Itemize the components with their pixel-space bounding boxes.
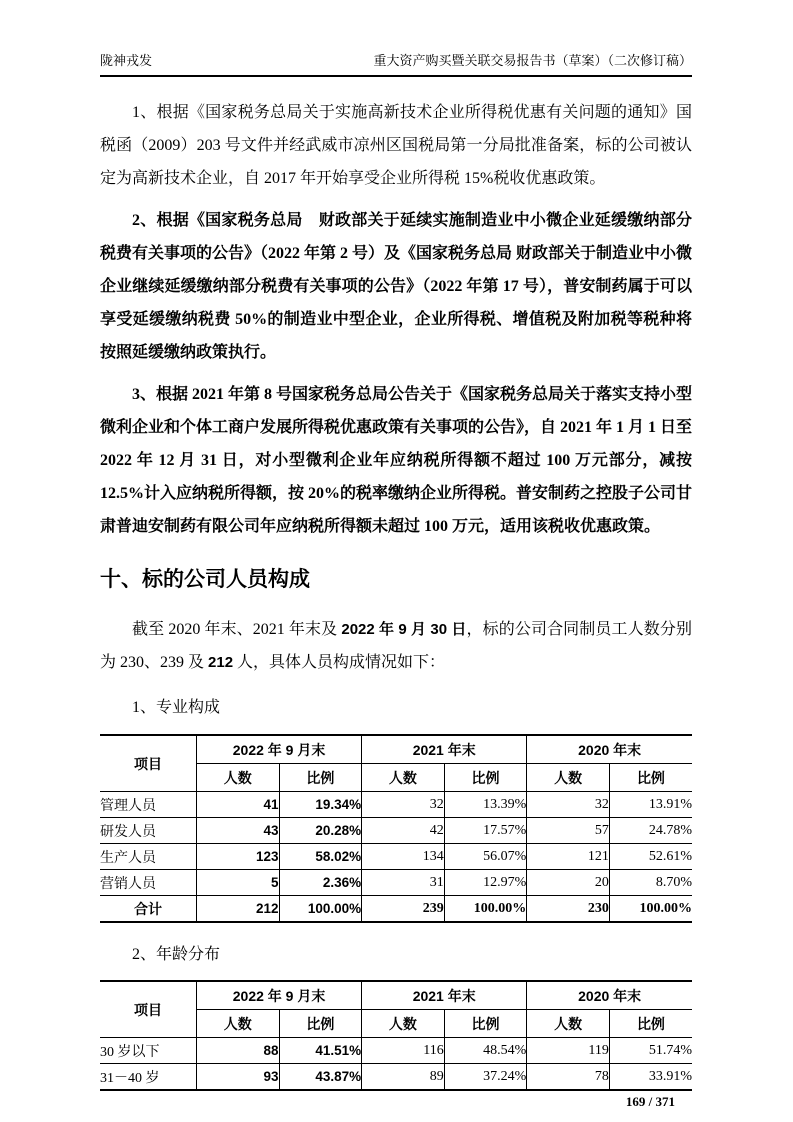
cell-value: 19.34% — [279, 792, 362, 818]
section-heading-personnel: 十、标的公司人员构成 — [100, 568, 310, 591]
page-number: 169 / 371 — [625, 1094, 675, 1109]
row-label: 管理人员 — [100, 792, 196, 818]
table-row-total — [100, 896, 692, 923]
cell-value: 57 — [527, 818, 610, 844]
cell-value: 8.70% — [609, 870, 692, 896]
column-header-ratio: 比例 — [609, 764, 692, 792]
column-group-2020: 2020 年末 — [527, 981, 692, 1010]
cell-value: 100.00% — [444, 896, 527, 923]
cell-value: 2.36% — [279, 870, 362, 896]
cell-value: 58.02% — [279, 844, 362, 870]
column-header-ratio: 比例 — [444, 764, 527, 792]
cell-value: 32 — [362, 792, 445, 818]
column-header-count: 人数 — [196, 1010, 279, 1038]
column-header-count: 人数 — [527, 1010, 610, 1038]
row-label: 研发人员 — [100, 818, 196, 844]
cell-value: 230 — [527, 896, 610, 923]
cell-value: 88 — [196, 1038, 279, 1064]
cell-value: 31 — [362, 870, 445, 896]
paragraph-employee-summary — [100, 613, 692, 679]
cell-value: 116 — [362, 1038, 445, 1064]
cell-value: 13.91% — [609, 792, 692, 818]
row-label: 30 岁以下 — [100, 1038, 196, 1064]
header-right-title: 重大资产购买暨关联交易报告书（草案）（二次修订稿） — [373, 53, 692, 68]
cell-value: 20.28% — [279, 818, 362, 844]
cell-value: 123 — [196, 844, 279, 870]
table-group-header-row — [100, 981, 692, 1010]
column-header-ratio: 比例 — [279, 1010, 362, 1038]
cell-value: 32 — [527, 792, 610, 818]
table-age-distribution — [100, 980, 692, 1091]
subsection-title-age: 2、年龄分布 — [132, 946, 221, 963]
cell-value: 134 — [362, 844, 445, 870]
cell-value: 100.00% — [279, 896, 362, 923]
cell-value: 12.97% — [444, 870, 527, 896]
cell-value: 78 — [527, 1064, 610, 1091]
summary-bold-date: 2022 年 9 月 30 日 — [341, 621, 467, 638]
cell-value: 48.54% — [444, 1038, 527, 1064]
cell-value: 100.00% — [609, 896, 692, 923]
paragraph-tax-policy-3: 3、根据 2021 年第 8 号国家税务总局公告关于《国家税务总局关于落实支持小型微利企业和个体工商户发展所得税优惠政策有关事项的公告》，自 2021 年 1 月 1 日至 2022 年 12 月 31 日，对小型微利企业年应纳税所得额不超过 100 万元部分，减按 12.5%计入应纳税所得额，按 20%的税率缴纳企业所得税。普安制药之控股子公司甘肃普迪安制药有限公司年应纳税所得额未超过 100 万元，适用该税收优惠政策。 — [100, 386, 693, 535]
paragraph-tax-policy-1: 1、根据《国家税务总局关于实施高新技术企业所得税优惠有关问题的通知》国税函（2009）203 号文件并经武威市凉州区国税局第一分局批准备案，标的公司被认定为高新技术企业，自 2017 年开始享受企业所得税 15%税收优惠政策。 — [100, 104, 692, 187]
row-label: 营销人员 — [100, 870, 196, 896]
cell-value: 41.51% — [279, 1038, 362, 1064]
cell-value: 42 — [362, 818, 445, 844]
cell-value: 43.87% — [279, 1064, 362, 1091]
cell-value: 89 — [362, 1064, 445, 1091]
cell-value: 24.78% — [609, 818, 692, 844]
column-header-count: 人数 — [527, 764, 610, 792]
column-header-ratio: 比例 — [279, 764, 362, 792]
cell-value: 17.57% — [444, 818, 527, 844]
page-header — [100, 0, 692, 77]
column-header-count: 人数 — [362, 1010, 445, 1038]
column-header-count: 人数 — [362, 764, 445, 792]
column-header-ratio: 比例 — [444, 1010, 527, 1038]
cell-value: 20 — [527, 870, 610, 896]
header-left-title: 陇神戎发 — [100, 53, 153, 68]
column-header-ratio: 比例 — [609, 1010, 692, 1038]
cell-value: 121 — [527, 844, 610, 870]
cell-value: 13.39% — [444, 792, 527, 818]
cell-value: 56.07% — [444, 844, 527, 870]
summary-text-3: 人，具体人员构成情况如下： — [233, 654, 446, 671]
table-row-management — [100, 792, 692, 818]
column-header-count: 人数 — [196, 764, 279, 792]
cell-value: 52.61% — [609, 844, 692, 870]
row-label: 生产人员 — [100, 844, 196, 870]
cell-value: 119 — [527, 1038, 610, 1064]
cell-value: 33.91% — [609, 1064, 692, 1091]
table-row-marketing — [100, 870, 692, 896]
column-header-item: 项目 — [100, 981, 196, 1038]
row-label: 31－40 岁 — [100, 1064, 196, 1091]
column-group-2022: 2022 年 9 月末 — [196, 981, 361, 1010]
summary-bold-count: 212 — [208, 654, 234, 671]
row-label: 合计 — [100, 896, 196, 923]
column-group-2020: 2020 年末 — [527, 735, 692, 764]
cell-value: 93 — [196, 1064, 279, 1091]
cell-value: 41 — [196, 792, 279, 818]
cell-value: 239 — [362, 896, 445, 923]
table-row-production — [100, 844, 692, 870]
summary-text-2: ，标的公司合同制员工人数分别为 230、239 及 — [100, 621, 692, 671]
column-group-2021: 2021 年末 — [362, 981, 527, 1010]
table-group-header-row — [100, 735, 692, 764]
table-professional-composition — [100, 734, 692, 923]
table-row-rnd — [100, 818, 692, 844]
cell-value: 43 — [196, 818, 279, 844]
cell-value: 37.24% — [444, 1064, 527, 1091]
cell-value: 51.74% — [609, 1038, 692, 1064]
cell-value: 5 — [196, 870, 279, 896]
subsection-title-profession: 1、专业构成 — [132, 699, 221, 716]
column-group-2022: 2022 年 9 月末 — [196, 735, 361, 764]
column-header-item: 项目 — [100, 735, 196, 792]
paragraph-tax-policy-2: 2、根据《国家税务总局 财政部关于延续实施制造业中小微企业延缓缴纳部分税费有关事项的公告》（2022 年第 2 号）及《国家税务总局 财政部关于制造业中小微企业继续延缓缴纳部分税费有关事项的公告》（2022 年第 17 号），普安制药属于可以享受延缓缴纳税费 50%的制造业中型企业，企业所得税、增值税及附加税等税种将按照延缓缴纳政策执行。 — [100, 212, 693, 361]
table-row-under-30 — [100, 1038, 692, 1064]
summary-text-1: 截至 2020 年末、2021 年末及 — [132, 621, 342, 638]
table-row-31-40 — [100, 1064, 692, 1091]
column-group-2021: 2021 年末 — [362, 735, 527, 764]
cell-value: 212 — [196, 896, 279, 923]
